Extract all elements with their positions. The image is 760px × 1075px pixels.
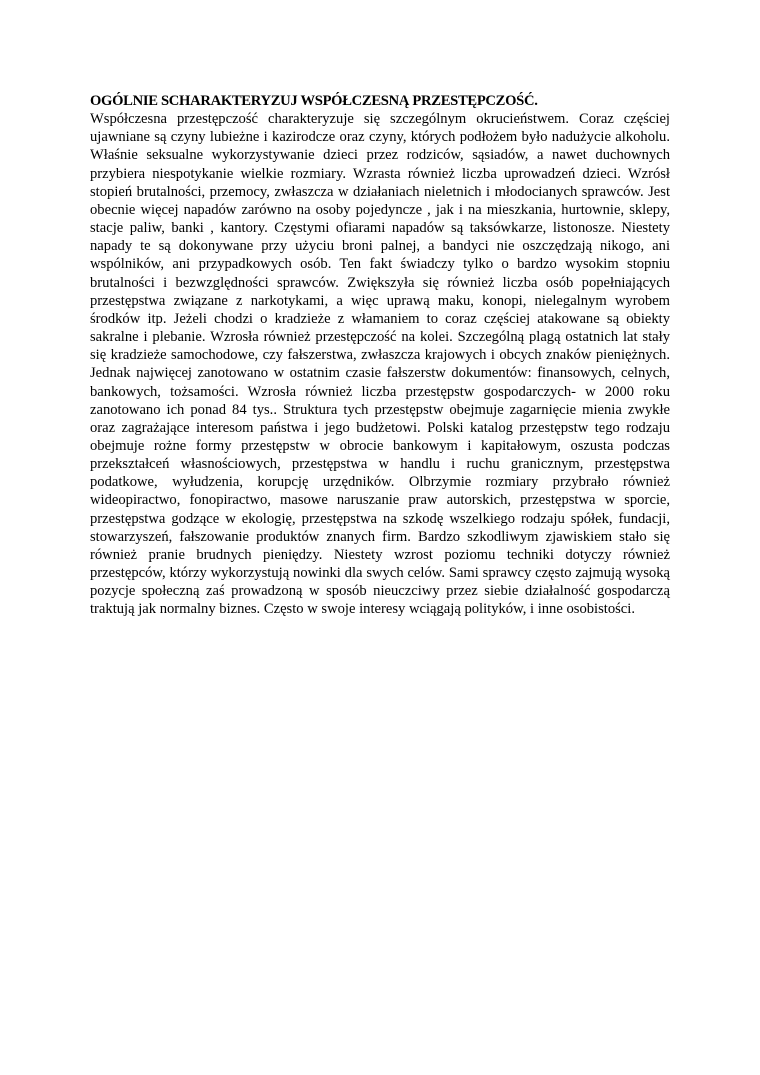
document-body-paragraph: Współczesna przestępczość charakteryzuje się szczególnym okrucieństwem. Coraz częściej ujawniane są czyny lubieżne i kazirodcze oraz czyny, których podłożem było nadużycie alkoholu. Właśnie seksualne wykorzystywanie dzieci przez rodziców, sąsiadów, a nawet duchownych przybiera niespotykanie wielkie rozmiary. Wzrasta również liczba uprowadzeń dzieci. Wzrósł stopień brutalności, przemocy, zwłaszcza w działaniach nieletnich i młodocianych sprawców. Jest obecnie więcej napadów zarówno na osoby pojedyncze , jak i na mieszkania, hurtownie, sklepy, stacje paliw, banki , kantory. Częstymi ofiarami napadów są taksówkarze, listonosze. Niestety napady te są dokonywane przy użyciu broni palnej, a bandyci nie oszczędzają nikogo, ani wspólników, ani przypadkowych osób. Ten fakt świadczy tylko o bardzo wysokim stopniu brutalności i bezwzględności sprawców. Zwiększyła się również liczba osób popełniających przestępstwa związane z narkotykami, a więc uprawą maku, konopi, nielegalnym wyrobem środków itp. Jeżeli chodzi o kradzieże z włamaniem to coraz częściej atakowane są obiekty sakralne i plebanie. Wzrosła również przestępczość na kolei. Szczególną plagą ostatnich lat stały się kradzieże samochodowe, czy fałszerstwa, zwłaszcza krajowych i obcych znaków pieniężnych. Jednak najwięcej zanotowano w ostatnim czasie fałszerstw dokumentów: finansowych, celnych, bankowych, tożsamości. Wzrosła również liczba przestępstw gospodarczych- w 2000 roku zanotowano ich ponad 84 tys.. Struktura tych przestępstw obejmuje zagarnięcie mienia zwykłe oraz zagrażające interesom państwa i jego budżetowi. Polski katalog przestępstw tego rodzaju obejmuje rożne formy przestępstw w obrocie bankowym i kapitałowym, oszusta podczas przekształceń własnościowych, przestępstwa w handlu i ruchu granicznym, przestępstwa podatkowe, wyłudzenia, korupcję urzędników. Olbrzymie rozmiary przybrało również wideopiractwo, fonopiractwo, masowe naruszanie praw autorskich, przestępstwa w sporcie, przestępstwa godzące w ekologię, przestępstwa na szkodę wszelkiego rodzaju spółek, fundacji, stowarzyszeń, fałszowanie produktów znanych firm. Bardzo szkodliwym zjawiskiem stało się również pranie brudnych pieniędzy. Niestety wzrost poziomu techniki dotyczy również przestępców, którzy wykorzystują nowinki dla swych celów. Sami sprawcy często zajmują wysoką pozycje społeczną zaś prowadzoną w sposób nieuczciwy przez siebie działalność gospodarczą traktują jak normalny biznes. Często w swoje interesy wciągają polityków, i inne osobistości.	[90, 111, 670, 618]
document-title: OGÓLNIE SCHARAKTERYZUJ WSPÓŁCZESNĄ PRZESTĘPCZOŚĆ.	[90, 93, 538, 109]
document-page	[90, 92, 670, 619]
